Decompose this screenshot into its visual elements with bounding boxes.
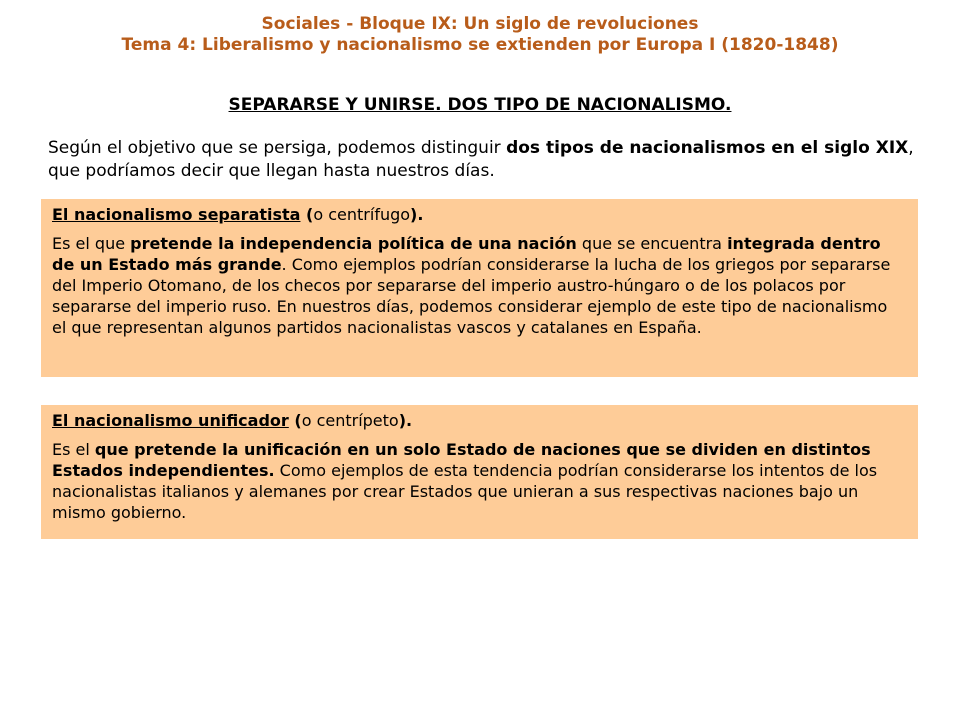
unifying-text-1: Es el — [52, 440, 95, 459]
intro-text-1: Según el objetivo que se persiga, podemos distinguir — [48, 138, 507, 158]
separatist-box-title — [52, 204, 906, 225]
separatist-text-3: . Como ejemplos podrían considerarse la lucha de los griegos por separarse del Imperio Otomano, de los checos por separarse del imperio austro-húngaro o de los polacos por separarse del imperio ruso. En nuestros días, podemos considerar ejemplo de este tipo de nacionalismo el que representan algunos partidos nacionalistas vascos y catalanes en España. — [52, 255, 891, 337]
unifying-title-paren: o centrípeto — [301, 411, 399, 430]
header-topic-line: Tema 4: Liberalismo y nacionalismo se extienden por Europa I (1820-1848) — [121, 35, 839, 55]
unifying-title-close: ). — [398, 411, 413, 430]
header-subject-line: Sociales - Bloque IX: Un siglo de revoluciones — [261, 14, 699, 34]
separatist-box-body — [52, 233, 906, 338]
unifying-title-underlined: El nacionalismo unificador — [52, 411, 289, 430]
separatist-title-open: ( — [300, 205, 314, 224]
separatist-bold-1: pretende la independencia política de una nación — [130, 234, 577, 253]
unifying-bold-1: que pretende la unificación en un solo Estado de naciones que se dividen en distintos Estados independientes. — [52, 440, 871, 480]
intro-paragraph — [48, 137, 918, 183]
section-title: SEPARARSE Y UNIRSE. DOS TIPO DE NACIONALISMO. — [228, 95, 732, 115]
unifying-text-2: Como ejemplos de esta tendencia podrían considerarse los intentos de los nacionalistas italianos y alemanes por crear Estados que unieran a sus respectivas naciones bajo un mismo gobierno. — [52, 461, 878, 522]
unifying-title-open: ( — [288, 411, 302, 430]
separatist-title-close: ). — [410, 205, 424, 224]
slide-header — [0, 14, 960, 56]
separatist-text-1: Es el que — [52, 234, 131, 253]
separatist-nationalism-box — [41, 199, 918, 377]
separatist-bold-2: integrada dentro de un Estado más grande — [52, 234, 881, 274]
unifying-box-title — [52, 410, 906, 431]
separatist-text-2: que se encuentra — [576, 234, 728, 253]
separatist-title-underlined: El nacionalismo separatista — [52, 205, 301, 224]
unifying-box-body — [52, 439, 906, 523]
intro-bold: dos tipos de nacionalismos en el siglo XIX — [506, 138, 909, 158]
intro-text-2: , que podríamos decir que llegan hasta nuestros días. — [48, 138, 914, 181]
separatist-title-paren: o centrífugo — [313, 205, 411, 224]
unifying-nationalism-box — [41, 405, 918, 539]
